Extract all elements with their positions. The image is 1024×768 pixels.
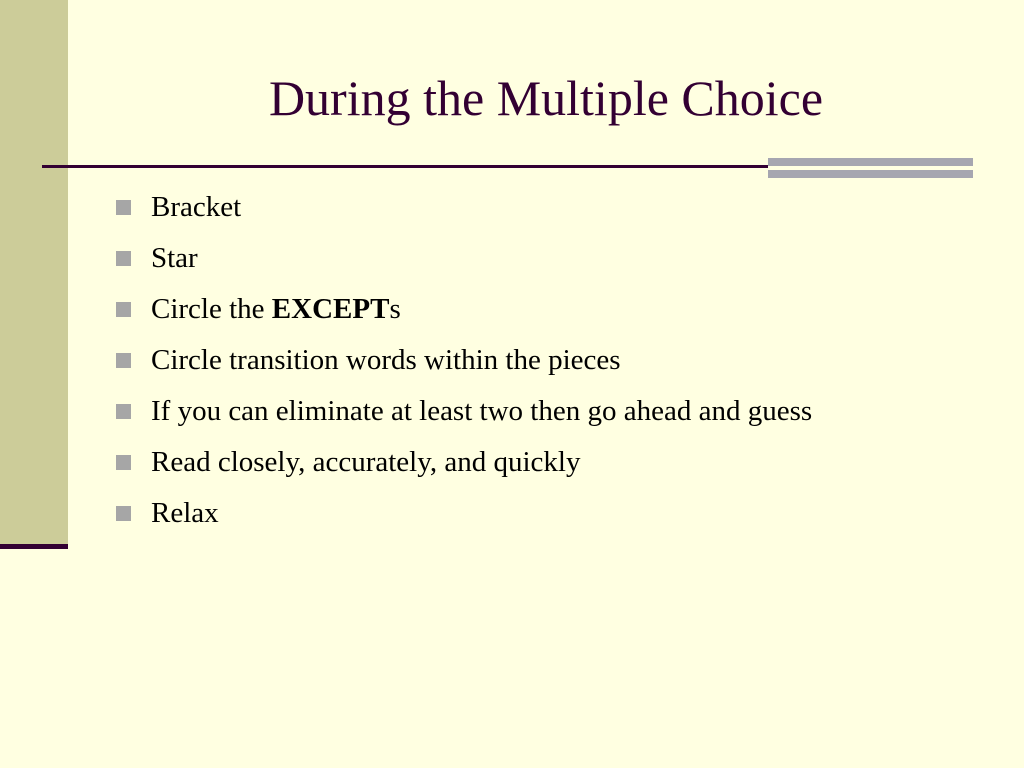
square-bullet-icon <box>116 200 131 215</box>
title-divider-line <box>42 165 768 168</box>
bullet-text-prefix: Circle the <box>151 293 272 325</box>
bullet-item <box>114 339 994 390</box>
bullet-item <box>114 492 994 543</box>
bullet-text: Circle transition words within the pieces <box>151 344 621 376</box>
bullet-text: Read closely, accurately, and quickly <box>151 446 581 478</box>
bullet-text-emphasis: EXCEPT <box>271 293 390 325</box>
side-decor-underline <box>0 544 68 549</box>
square-bullet-icon <box>116 455 131 470</box>
side-decor-band <box>0 0 68 544</box>
bullet-text: Bracket <box>151 191 242 223</box>
square-bullet-icon <box>116 353 131 368</box>
bullet-text-suffix: s <box>389 293 401 325</box>
bullet-text: If you can eliminate at least two then go ahead and guess <box>151 395 813 427</box>
bullet-list <box>114 186 994 543</box>
bullet-text: Relax <box>151 497 219 529</box>
square-bullet-icon <box>116 302 131 317</box>
bullet-item <box>114 441 994 492</box>
bullet-text <box>151 288 401 330</box>
square-bullet-icon <box>116 506 131 521</box>
title-divider-accent <box>768 158 973 180</box>
accent-bar-top <box>768 158 973 166</box>
bullet-text: Star <box>151 242 198 274</box>
square-bullet-icon <box>116 404 131 419</box>
accent-bar-bottom <box>768 170 973 178</box>
bullet-item <box>114 237 994 288</box>
bullet-item <box>114 186 994 237</box>
bullet-item <box>114 390 994 441</box>
bullet-item <box>114 288 994 339</box>
slide-title: During the Multiple Choice <box>268 70 824 126</box>
square-bullet-icon <box>116 251 131 266</box>
